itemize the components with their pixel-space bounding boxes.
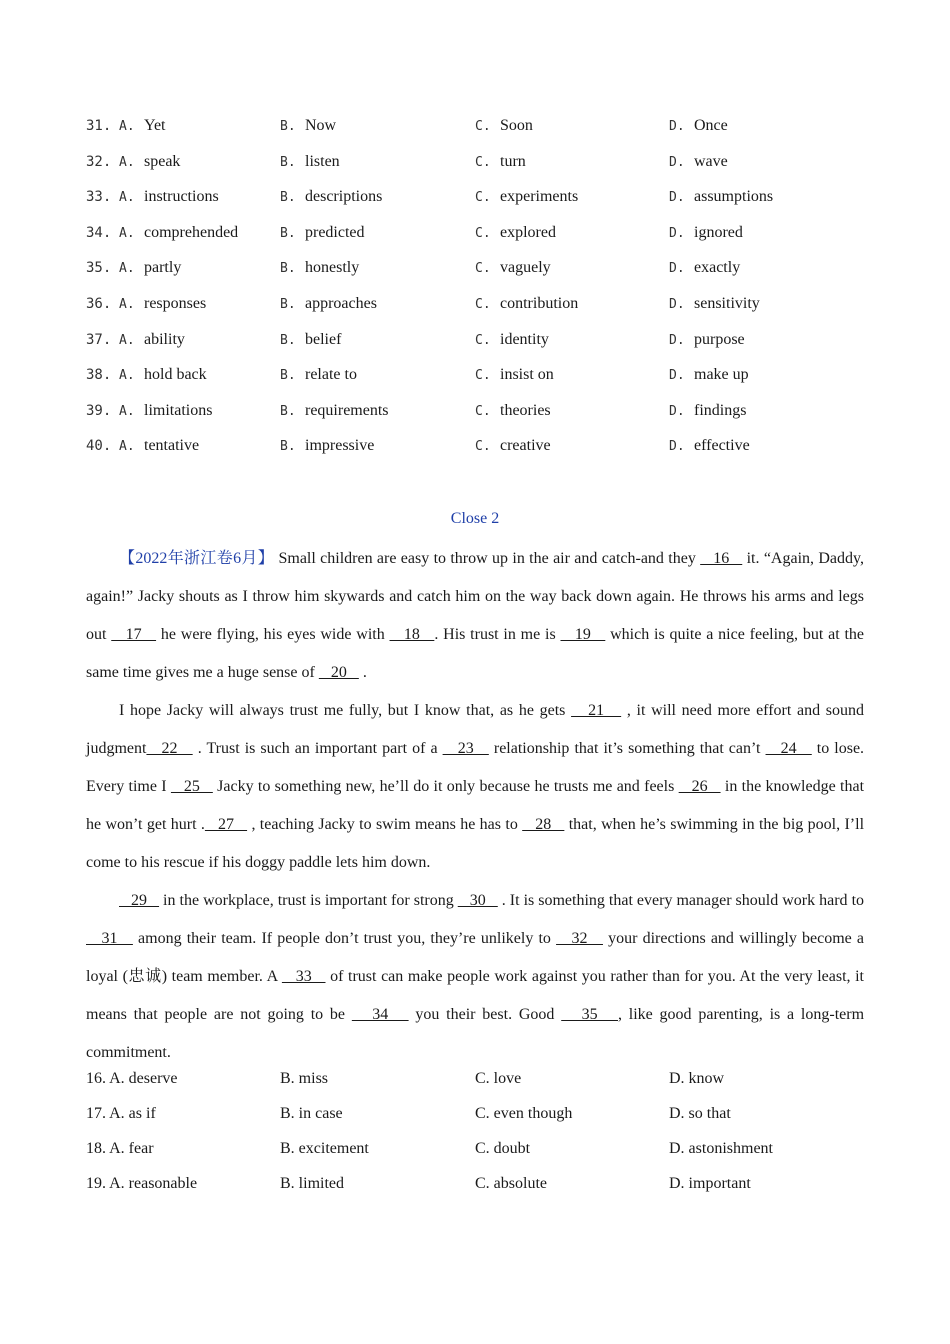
option-text: speak <box>144 152 181 170</box>
passage-text: . <box>358 664 367 681</box>
option-choice: 17. A. as if <box>86 1105 156 1122</box>
option-letter: B. <box>280 368 296 384</box>
option-choice: D. know <box>669 1070 725 1087</box>
option-letter: B. <box>280 154 296 170</box>
option-row <box>86 184 876 220</box>
option-choice <box>280 433 374 460</box>
passage-text: , it will need more effort and sound judgment <box>86 702 865 757</box>
passage-text: you their best. Good <box>408 1006 562 1023</box>
question-number: 37. <box>86 331 112 348</box>
option-letter: C. <box>475 225 491 241</box>
option-choice <box>280 398 389 425</box>
passage-text: it. “Again, Daddy, again!” Jacky shouts as I throw him skywards and catch him on the way back down again. He throws his arms and legs out <box>86 550 864 643</box>
option-choice <box>475 327 549 354</box>
option-text: findings <box>694 401 747 419</box>
source-tag: 【2022年浙江卷6月】 <box>119 550 275 567</box>
passage-text: . His trust in me is <box>434 626 561 643</box>
answer-blank: 18 <box>389 626 435 643</box>
answer-blank: 17 <box>111 626 157 643</box>
option-choice <box>119 149 180 176</box>
section-title: Close 2 <box>450 510 500 527</box>
option-letter: C. <box>475 261 491 277</box>
question-number: 32. <box>86 153 112 170</box>
option-letter: A. <box>119 368 135 384</box>
option-choice <box>119 362 207 389</box>
passage-text: among their team. If people don’t trust you, they’re unlikely to <box>132 930 557 947</box>
option-text: Soon <box>500 117 533 134</box>
answer-blank: 31 <box>86 930 133 947</box>
option-text: turn <box>500 152 526 170</box>
option-text: insist on <box>500 366 554 384</box>
option-choice: B. excitement <box>280 1140 369 1157</box>
option-row <box>86 113 876 149</box>
option-choice: D. important <box>669 1175 751 1192</box>
passage-text: that, when he’s swimming in the big pool, I’ll come to his rescue if his doggy paddle lets him down. <box>86 816 865 871</box>
option-row <box>86 149 876 185</box>
answer-blank: 19 <box>560 626 606 643</box>
option-letter: D. <box>669 119 685 134</box>
option-text: comprehended <box>144 223 239 241</box>
passage-paragraph <box>86 540 864 692</box>
option-choice <box>669 149 728 176</box>
option-text: exactly <box>694 259 741 277</box>
passage-text: Small children are easy to throw up in the air and catch-and they <box>274 550 701 567</box>
option-choice <box>119 184 219 211</box>
question-number: 31. <box>86 118 112 134</box>
question-number: 38. <box>86 367 112 384</box>
passage-text: , like good parenting, is a long-term commitment. <box>86 1006 865 1061</box>
answer-blank: 27 <box>204 816 248 833</box>
option-choice: D. astonishment <box>669 1140 773 1157</box>
option-choice <box>475 113 533 140</box>
option-row <box>86 1136 876 1171</box>
option-text: creative <box>500 437 551 455</box>
option-text: belief <box>305 330 342 348</box>
passage-text: I hope Jacky will always trust me fully, but I know that, as he gets <box>119 702 572 719</box>
answer-blank: 30 <box>457 892 498 909</box>
option-choice <box>669 362 749 389</box>
option-letter: D. <box>669 439 685 455</box>
option-choice: B. limited <box>280 1175 344 1192</box>
answer-blank: 23 <box>442 740 489 757</box>
option-choice <box>119 255 181 282</box>
option-row <box>86 220 876 256</box>
option-choice: C. absolute <box>475 1175 547 1192</box>
cloze-passage <box>86 540 864 1072</box>
option-letter: A. <box>119 403 135 419</box>
passage-text: . It is something that every manager should work hard to <box>497 892 865 909</box>
option-choice <box>280 149 340 176</box>
option-letter: C. <box>475 296 491 312</box>
option-text: contribution <box>500 294 579 312</box>
option-letter: A. <box>119 154 135 170</box>
option-row <box>86 1171 876 1206</box>
option-choice: B. in case <box>280 1105 343 1122</box>
option-choice <box>119 433 199 460</box>
option-choice: D. so that <box>669 1105 731 1122</box>
option-choice: C. even though <box>475 1105 573 1122</box>
options-table-16-19 <box>86 1066 876 1206</box>
answer-blank: 33 <box>281 968 326 985</box>
option-choice <box>280 291 377 318</box>
answer-blank: 29 <box>119 892 160 909</box>
option-letter: D. <box>669 332 685 348</box>
question-number: 36. <box>86 295 112 312</box>
option-choice <box>280 113 336 140</box>
option-letter: A. <box>119 225 135 241</box>
option-letter: A. <box>119 332 135 348</box>
question-number: 33. <box>86 189 112 206</box>
option-letter: D. <box>669 261 685 277</box>
option-choice <box>280 362 357 389</box>
answer-blank: 24 <box>765 740 812 757</box>
answer-blank: 25 <box>170 778 213 795</box>
answer-blank: 20 <box>318 664 359 681</box>
option-choice <box>475 398 551 425</box>
option-letter: B. <box>280 332 296 348</box>
option-choice: C. love <box>475 1070 522 1087</box>
option-row <box>86 1101 876 1136</box>
passage-text: your directions and willingly become a loyal (忠诚) team member. A <box>86 930 864 985</box>
option-text: hold back <box>144 366 207 384</box>
passage-text: he were flying, his eyes wide with <box>156 626 390 643</box>
option-text: relate to <box>305 366 357 384</box>
option-choice <box>669 184 773 211</box>
options-table-31-40 <box>86 113 876 469</box>
passage-text: in the knowledge that he won’t get hurt . <box>86 778 865 833</box>
option-choice: 19. A. reasonable <box>86 1175 198 1192</box>
answer-blank: 21 <box>571 702 622 719</box>
option-text: Once <box>694 117 728 134</box>
option-choice <box>475 149 526 176</box>
option-letter: C. <box>475 368 491 384</box>
passage-text: to lose. Every time I <box>86 740 865 795</box>
option-letter: A. <box>119 439 135 455</box>
option-choice <box>119 113 166 140</box>
option-choice <box>669 398 746 425</box>
option-choice <box>119 398 212 425</box>
option-letter: C. <box>475 190 491 206</box>
option-letter: C. <box>475 154 491 170</box>
option-choice <box>669 327 745 354</box>
option-choice <box>280 255 359 282</box>
option-text: make up <box>694 366 749 384</box>
option-letter: D. <box>669 154 685 170</box>
option-choice <box>669 220 743 247</box>
option-text: predicted <box>305 223 365 241</box>
option-text: Yet <box>144 117 166 134</box>
answer-blank: 32 <box>556 930 603 947</box>
passage-paragraph <box>86 882 864 1072</box>
option-text: theories <box>500 401 551 419</box>
option-letter: C. <box>475 332 491 348</box>
option-row <box>86 398 876 434</box>
option-letter: C. <box>475 119 491 134</box>
option-text: explored <box>500 223 556 241</box>
question-number: 39. <box>86 402 112 419</box>
option-text: vaguely <box>500 259 551 277</box>
passage-paragraph <box>86 692 864 882</box>
option-letter: D. <box>669 368 685 384</box>
option-text: ability <box>144 330 185 348</box>
option-letter: A. <box>119 190 135 206</box>
passage-text: , teaching Jacky to swim means he has to <box>247 816 523 833</box>
option-text: tentative <box>144 437 200 455</box>
option-choice <box>475 291 578 318</box>
option-choice <box>669 113 728 140</box>
option-text: requirements <box>305 401 389 419</box>
option-text: assumptions <box>694 188 774 206</box>
passage-text: of trust can make people work against you rather than for you. At the very least, it means that people are not going to be <box>86 968 865 1023</box>
option-choice <box>475 362 554 389</box>
passage-text: relationship that it’s something that can’t <box>488 740 766 757</box>
passage-text: . Trust is such an important part of a <box>192 740 443 757</box>
option-row <box>86 291 876 327</box>
option-text: honestly <box>305 259 360 277</box>
option-letter: A. <box>119 261 135 277</box>
option-letter: A. <box>119 119 135 134</box>
option-choice <box>669 255 740 282</box>
option-text: impressive <box>305 437 375 455</box>
option-text: limitations <box>144 401 213 419</box>
option-text: instructions <box>144 188 219 206</box>
option-text: descriptions <box>305 188 383 206</box>
option-text: approaches <box>305 294 377 312</box>
option-letter: A. <box>119 296 135 312</box>
option-letter: D. <box>669 190 685 206</box>
option-text: identity <box>500 330 549 348</box>
answer-blank: 35 <box>561 1006 618 1023</box>
passage-text: in the workplace, trust is important for strong <box>159 892 458 909</box>
option-choice <box>119 291 206 318</box>
option-choice <box>280 184 382 211</box>
option-text: effective <box>694 437 750 455</box>
option-letter: B. <box>280 296 296 312</box>
option-text: experiments <box>500 188 579 206</box>
answer-blank: 16 <box>700 550 743 567</box>
option-text: partly <box>144 259 182 277</box>
option-choice <box>119 220 238 247</box>
option-choice: 16. A. deserve <box>86 1070 178 1087</box>
option-letter: B. <box>280 225 296 241</box>
option-text: wave <box>694 152 728 170</box>
passage-text: which is quite a nice feeling, but at the same time gives me a huge sense of <box>86 626 865 681</box>
option-text: listen <box>305 152 340 170</box>
answer-blank: 34 <box>351 1006 409 1023</box>
option-choice: B. miss <box>280 1070 329 1087</box>
option-choice <box>280 220 365 247</box>
option-letter: B. <box>280 439 296 455</box>
option-row <box>86 255 876 291</box>
option-letter: B. <box>280 119 296 134</box>
option-text: sensitivity <box>694 294 760 312</box>
option-text: ignored <box>694 223 743 241</box>
option-letter: D. <box>669 403 685 419</box>
option-text: purpose <box>694 330 745 348</box>
passage-text: Jacky to something new, he’ll do it only because he trusts me and feels <box>212 778 679 795</box>
question-number: 40. <box>86 438 112 455</box>
option-row <box>86 433 876 469</box>
answer-blank: 28 <box>522 816 565 833</box>
answer-blank: 26 <box>678 778 721 795</box>
option-letter: B. <box>280 190 296 206</box>
option-choice <box>475 433 551 460</box>
option-choice <box>475 184 578 211</box>
option-letter: D. <box>669 296 685 312</box>
option-row <box>86 362 876 398</box>
option-letter: B. <box>280 261 296 277</box>
option-letter: C. <box>475 439 491 455</box>
option-choice <box>669 433 750 460</box>
question-number: 35. <box>86 260 112 277</box>
option-letter: C. <box>475 403 491 419</box>
option-text: responses <box>144 294 207 312</box>
option-choice <box>475 220 556 247</box>
option-choice: C. doubt <box>475 1140 531 1157</box>
question-number: 34. <box>86 224 112 241</box>
option-choice <box>669 291 760 318</box>
option-choice: 18. A. fear <box>86 1140 154 1157</box>
option-row <box>86 1066 876 1101</box>
option-row <box>86 327 876 363</box>
answer-blank: 22 <box>146 740 193 757</box>
option-choice <box>475 255 551 282</box>
option-choice <box>280 327 341 354</box>
option-choice <box>119 327 185 354</box>
option-letter: D. <box>669 225 685 241</box>
option-text: Now <box>305 117 337 134</box>
option-letter: B. <box>280 403 296 419</box>
